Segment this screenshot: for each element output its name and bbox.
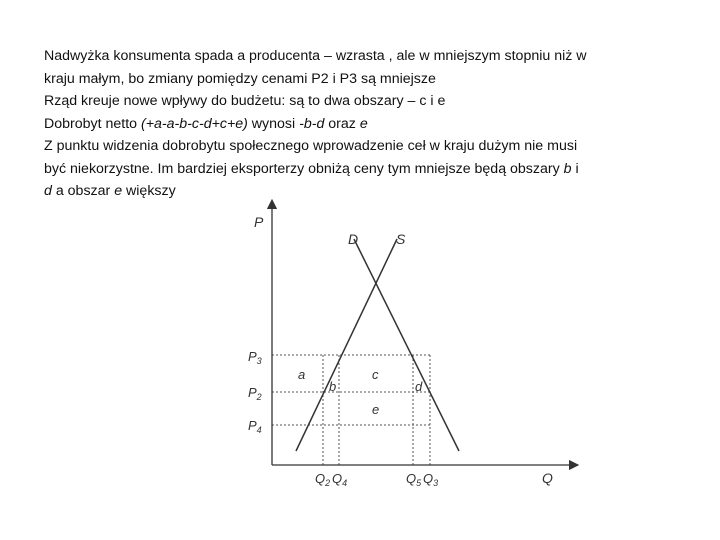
text-line-1: Nadwyżka konsumenta spada a producenta – wzrasta , ale w mniejszym stopniu niż w bbox=[44, 48, 587, 64]
price-p3-subscript: 3 bbox=[256, 356, 262, 366]
welfare-e: e bbox=[359, 115, 368, 132]
area-d-label: d bbox=[415, 379, 423, 394]
price-p3-letter: P bbox=[248, 349, 257, 364]
y-axis-label: P bbox=[254, 214, 264, 230]
area-e-label: e bbox=[372, 402, 380, 417]
area-a-label: a bbox=[298, 367, 306, 382]
text-line-7-mid: a obszar bbox=[51, 183, 115, 199]
area-c-label: c bbox=[372, 367, 379, 382]
text-area-d: d bbox=[44, 183, 52, 199]
q3-letter: Q bbox=[423, 471, 434, 486]
text-line-4 bbox=[44, 113, 694, 136]
price-p2-letter: P bbox=[248, 385, 257, 400]
area-b-label: b bbox=[329, 379, 337, 394]
text-line-5: Z punktu widzenia dobrobytu społecznego wprowadzenie ceł w kraju dużym nie musi bbox=[44, 138, 578, 154]
q4-subscript: 4 bbox=[342, 478, 348, 488]
supply-label: S bbox=[396, 231, 406, 247]
text-line-4-mid: wynosi bbox=[247, 115, 300, 132]
q4-label bbox=[332, 471, 347, 488]
demand-curve bbox=[354, 239, 459, 451]
x-axis-label: Q bbox=[542, 470, 553, 486]
q2-label bbox=[315, 471, 330, 488]
price-p4-letter: P bbox=[248, 418, 257, 433]
text-line-3: Rząd kreuje nowe wpływy do budżetu: są to dwa obszary – c i e bbox=[44, 93, 446, 109]
welfare-value: -b-d bbox=[299, 115, 325, 132]
q5-subscript: 5 bbox=[416, 478, 422, 488]
q2-subscript: 2 bbox=[325, 478, 331, 488]
text-line-4-prefix: Dobrobyt netto bbox=[44, 115, 142, 132]
q5-letter: Q bbox=[406, 471, 417, 486]
supply-curve bbox=[296, 239, 397, 451]
demand-label: D bbox=[348, 231, 359, 247]
price-p3-label bbox=[248, 349, 262, 366]
text-line-6 bbox=[44, 158, 694, 181]
explanation-text bbox=[44, 45, 694, 203]
q4-letter: Q bbox=[332, 471, 343, 486]
q2-letter: Q bbox=[315, 471, 326, 486]
q3-label bbox=[423, 471, 438, 488]
text-line-7-end: większy bbox=[122, 183, 176, 199]
q5-label bbox=[406, 471, 422, 488]
text-area-b: b bbox=[563, 160, 572, 177]
text-line-4-and: oraz bbox=[324, 115, 360, 132]
tariff-diagram bbox=[224, 196, 580, 494]
text-line-2: kraju małym, bo zmiany pomiędzy cenami P2 i P3 są mniejsze bbox=[44, 70, 436, 87]
price-p2-label bbox=[248, 385, 262, 402]
price-p4-label bbox=[248, 418, 262, 435]
price-p2-subscript: 2 bbox=[256, 392, 262, 402]
text-line-6-prefix: być niekorzystne. Im bardziej eksporterzy obniżą ceny tym mniejsze będą obszary bbox=[44, 160, 564, 177]
welfare-formula: (+a-a-b-c-d+c+e) bbox=[141, 115, 248, 132]
text-area-e: e bbox=[114, 183, 123, 199]
text-line-6-i: i bbox=[571, 160, 579, 177]
price-p4-subscript: 4 bbox=[256, 425, 262, 435]
q3-subscript: 3 bbox=[433, 478, 439, 488]
